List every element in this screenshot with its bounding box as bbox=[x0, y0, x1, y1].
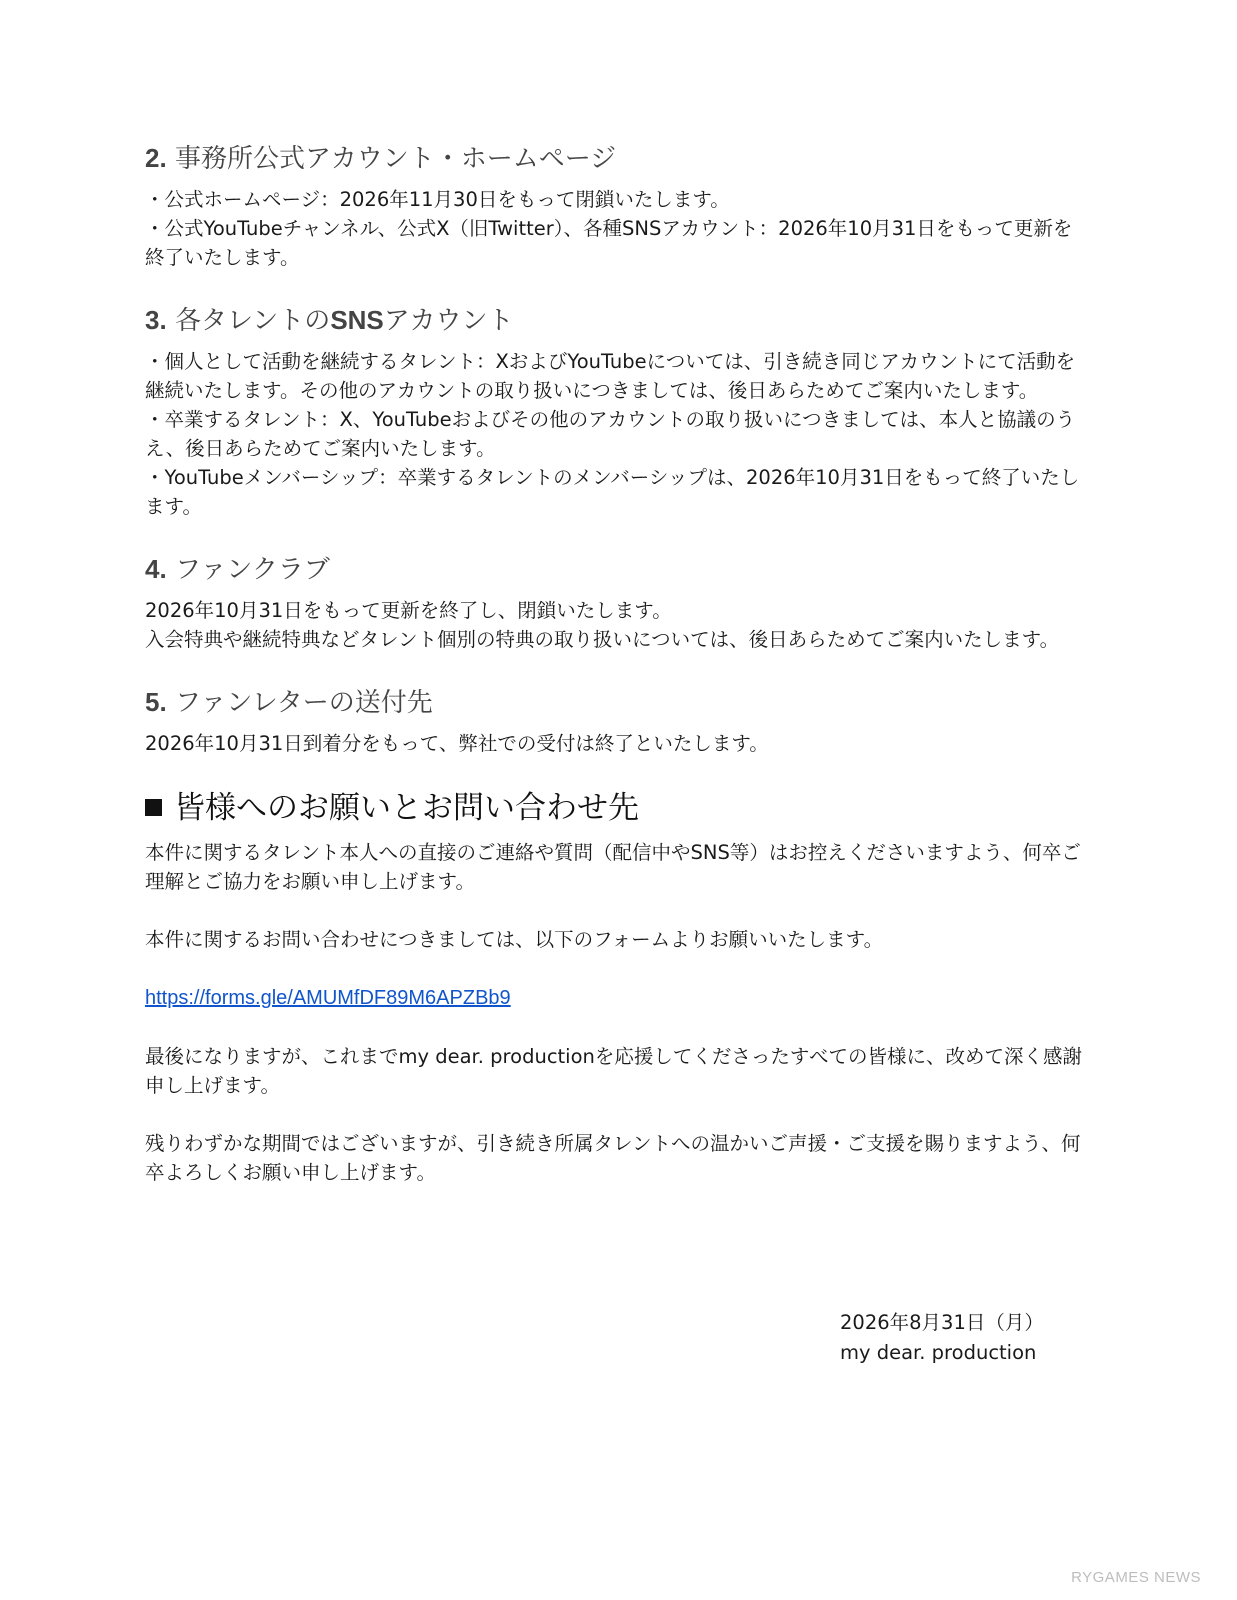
square-bullet-icon bbox=[145, 799, 162, 816]
paragraph: 2026年10月31日到着分をもって、弊社での受付は終了といたします。 bbox=[145, 732, 769, 755]
section-official-accounts bbox=[145, 138, 1085, 272]
section-talent-sns bbox=[145, 300, 1085, 521]
section-heading bbox=[145, 549, 1085, 590]
requests-heading-text: 皆様へのお願いとお問い合わせ先 bbox=[174, 790, 639, 826]
section-heading bbox=[145, 300, 1085, 341]
paragraph: 2026年10月31日をもって更新を終了し、閉鎖いたします。 bbox=[145, 599, 672, 622]
paragraph: ・YouTubeメンバーシップ：卒業するタレントのメンバーシップは、2026年10月31日をもって終了いたします。 bbox=[145, 466, 1080, 518]
section-number: 4. bbox=[145, 554, 167, 584]
document-body bbox=[145, 138, 1085, 1187]
section-heading bbox=[145, 682, 1085, 723]
paragraph: 最後になりますが、これまでmy dear. productionを応援してくださったすべての皆様に、改めて深く感謝申し上げます。 bbox=[145, 1045, 1083, 1097]
paragraph: 本件に関するお問い合わせにつきましては、以下のフォームよりお願いいたします。 bbox=[145, 928, 884, 951]
section-number: 2. bbox=[145, 143, 167, 173]
section-title: ファンクラブ bbox=[166, 555, 330, 585]
paragraph: ・卒業するタレント：X、YouTubeおよびその他のアカウントの取り扱いにつきましては、本人と協議のうえ、後日あらためてご案内いたします。 bbox=[145, 408, 1076, 460]
signature-company: my dear. production bbox=[840, 1341, 1037, 1364]
section-title-bold: SNS bbox=[330, 305, 384, 335]
section-heading bbox=[145, 138, 1085, 179]
paragraph: 本件に関するタレント本人への直接のご連絡や質問（配信中やSNS等）はお控えくださいますよう、何卒ご理解とご協力をお願い申し上げます。 bbox=[145, 841, 1081, 893]
section-title: ファンレターの送付先 bbox=[166, 688, 433, 718]
paragraph: 入会特典や継続特典などタレント個別の特典の取り扱いについては、後日あらためてご案内いたします。 bbox=[145, 628, 1060, 651]
inquiry-form-link[interactable]: https://forms.gle/AMUMfDF89M6APZBb9 bbox=[145, 987, 511, 1009]
section-number: 5. bbox=[145, 687, 167, 717]
signature-block bbox=[840, 1308, 1044, 1368]
section-fanclub bbox=[145, 549, 1085, 654]
section-title: 事務所公式アカウント・ホームページ bbox=[166, 144, 617, 174]
requests-heading bbox=[145, 786, 1085, 830]
paragraph: ・公式YouTubeチャンネル、公式X（旧Twitter）、各種SNSアカウント：2026年10月31日をもって更新を終了いたします。 bbox=[145, 217, 1073, 269]
paragraph: ・公式ホームページ：2026年11月30日をもって閉鎖いたします。 bbox=[145, 188, 730, 211]
signature-date: 2026年8月31日（月） bbox=[840, 1311, 1044, 1334]
watermark: RYGAMES NEWS bbox=[1071, 1569, 1201, 1586]
section-requests-contact bbox=[145, 786, 1085, 1187]
section-fanletter bbox=[145, 682, 1085, 758]
paragraph: ・個人として活動を継続するタレント：XおよびYouTubeについては、引き続き同じアカウントにて活動を継続いたします。その他のアカウントの取り扱いにつきましては、後日あらためてご案内いたします。 bbox=[145, 350, 1076, 402]
paragraph: 残りわずかな期間ではございますが、引き続き所属タレントへの温かいご声援・ご支援を賜りますよう、何卒よろしくお願い申し上げます。 bbox=[145, 1132, 1081, 1184]
section-number: 3. bbox=[145, 305, 167, 335]
section-title: 各タレントの bbox=[166, 306, 331, 336]
section-title: アカウント bbox=[383, 306, 514, 336]
